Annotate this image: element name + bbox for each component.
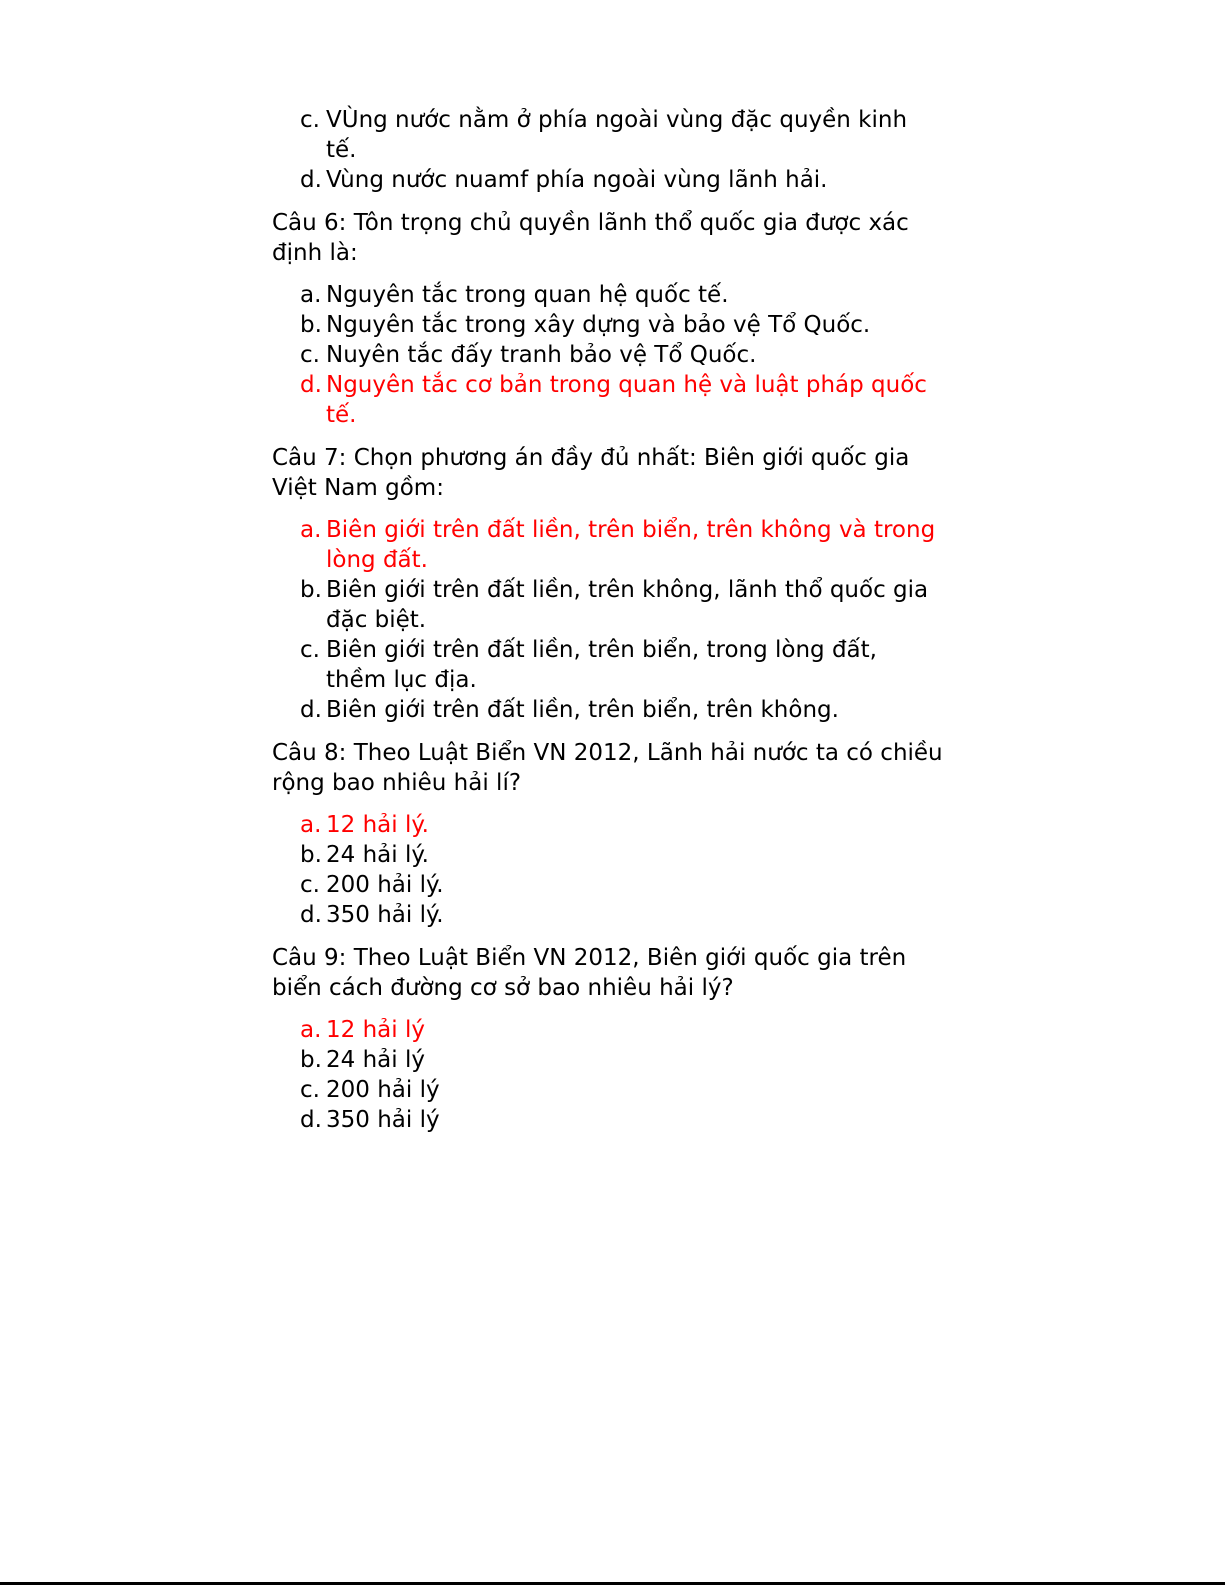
option-text: Nguyên tắc cơ bản trong quan hệ và luật pháp quốc tế. xyxy=(326,372,927,428)
option-text: 24 hải lý xyxy=(326,1047,425,1073)
option-item xyxy=(300,340,944,370)
option-item xyxy=(300,635,944,695)
option-text: Vùng nước nuamf phía ngoài vùng lãnh hải. xyxy=(326,167,828,193)
question-title: Câu 7: Chọn phương án đầy đủ nhất: Biên giới quốc gia Việt Nam gồm: xyxy=(272,445,910,501)
option-text: 24 hải lý. xyxy=(326,842,429,868)
option-letter: b. xyxy=(300,312,322,338)
option-letter: d. xyxy=(300,167,322,193)
option-text: VÙng nước nằm ở phía ngoài vùng đặc quyền kinh tế. xyxy=(326,107,908,163)
option-text: 350 hải lý xyxy=(326,1107,440,1133)
question-title: Câu 8: Theo Luật Biển VN 2012, Lãnh hải nước ta có chiều rộng bao nhiêu hải lí? xyxy=(272,740,943,796)
option-item xyxy=(300,1075,944,1105)
option-text: Nguyên tắc trong quan hệ quốc tế. xyxy=(326,282,729,308)
option-item xyxy=(300,810,944,840)
option-text: Biên giới trên đất liền, trên biển, trong lòng đất, thềm lục địa. xyxy=(326,637,877,693)
option-text: 200 hải lý xyxy=(326,1077,440,1103)
option-text: Biên giới trên đất liền, trên biển, trên không. xyxy=(326,697,839,723)
option-letter: c. xyxy=(300,872,320,898)
option-letter: b. xyxy=(300,577,322,603)
option-text: Biên giới trên đất liền, trên không, lãnh thổ quốc gia đặc biệt. xyxy=(326,577,929,633)
option-text: Nuyên tắc đấy tranh bảo vệ Tổ Quốc. xyxy=(326,342,757,368)
option-letter: a. xyxy=(300,1017,322,1043)
option-letter: c. xyxy=(300,1077,320,1103)
option-letter: d. xyxy=(300,697,322,723)
document-page xyxy=(272,105,944,1135)
question-options xyxy=(300,280,944,430)
option-item xyxy=(300,840,944,870)
option-item xyxy=(300,1045,944,1075)
option-letter: d. xyxy=(300,902,322,928)
option-item xyxy=(300,165,944,195)
option-letter: a. xyxy=(300,517,322,543)
option-item xyxy=(300,280,944,310)
option-item xyxy=(300,1105,944,1135)
option-text: 350 hải lý. xyxy=(326,902,444,928)
option-letter: c. xyxy=(300,637,320,663)
option-text: Nguyên tắc trong xây dựng và bảo vệ Tổ Quốc. xyxy=(326,312,871,338)
option-item xyxy=(300,575,944,635)
option-letter: b. xyxy=(300,1047,322,1073)
question-options xyxy=(300,515,944,725)
question-title: Câu 9: Theo Luật Biển VN 2012, Biên giới quốc gia trên biển cách đường cơ sở bao nhiêu hải lý? xyxy=(272,945,907,1001)
option-item xyxy=(300,310,944,340)
question-title: Câu 6: Tôn trọng chủ quyền lãnh thổ quốc gia được xác định là: xyxy=(272,210,909,266)
option-item xyxy=(300,105,944,165)
option-text: 12 hải lý. xyxy=(326,812,429,838)
option-letter: a. xyxy=(300,812,322,838)
option-item xyxy=(300,695,944,725)
option-text: 200 hải lý. xyxy=(326,872,444,898)
question-options xyxy=(300,810,944,930)
option-letter: b. xyxy=(300,842,322,868)
option-letter: d. xyxy=(300,372,322,398)
option-text: Biên giới trên đất liền, trên biển, trên không và trong lòng đất. xyxy=(326,517,936,573)
option-item xyxy=(300,515,944,575)
option-item xyxy=(300,900,944,930)
continuation-options xyxy=(300,105,944,195)
question-options xyxy=(300,1015,944,1135)
option-letter: a. xyxy=(300,282,322,308)
option-item xyxy=(300,1015,944,1045)
option-letter: c. xyxy=(300,342,320,368)
option-item xyxy=(300,370,944,430)
option-item xyxy=(300,870,944,900)
option-text: 12 hải lý xyxy=(326,1017,425,1043)
option-letter: d. xyxy=(300,1107,322,1133)
option-letter: c. xyxy=(300,107,320,133)
